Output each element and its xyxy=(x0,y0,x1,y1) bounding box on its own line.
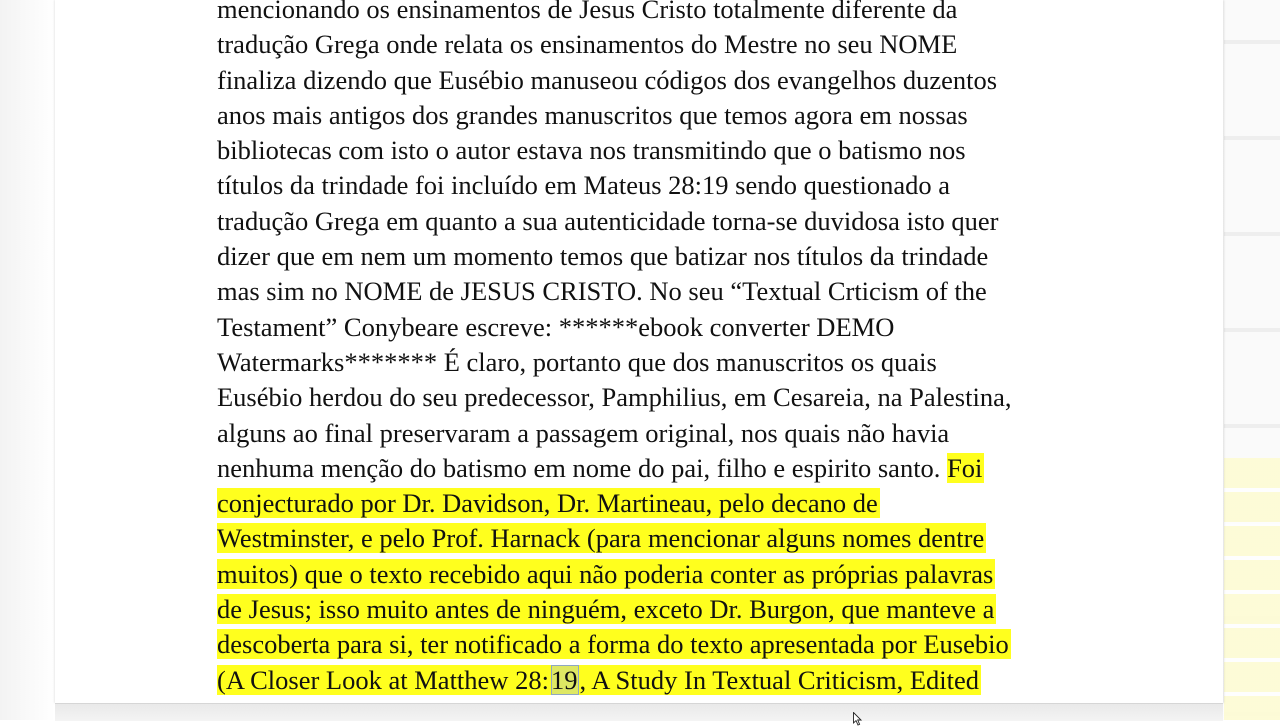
highlighted-text[interactable]: Foi xyxy=(947,452,983,483)
text-line[interactable]: finaliza dizendo que Eusébio manuseou códigos dos evangelhos duzentos xyxy=(217,64,998,95)
text-line-highlighted[interactable] xyxy=(217,486,1157,521)
selected-text[interactable]: 19 xyxy=(550,664,578,695)
text-line-highlighted[interactable] xyxy=(217,557,1157,592)
text-line-highlighted[interactable] xyxy=(217,663,1157,698)
highlighted-text[interactable]: de Jesus; isso muito antes de ninguém, exceto Dr. Burgon, que manteve a xyxy=(217,594,995,625)
document-text[interactable] xyxy=(217,0,1157,698)
text-line[interactable]: mas sim no NOME de JESUS CRISTO. No seu “Textual Crticism of the xyxy=(217,276,987,307)
highlighted-text[interactable]: muitos) que o texto recebido aqui não poderia conter as próprias palavras xyxy=(217,558,994,589)
text-line-highlighted[interactable] xyxy=(217,592,1157,627)
text-line[interactable]: alguns ao final preservaram a passagem original, nos quais não havia xyxy=(217,417,950,448)
text-line-highlighted[interactable] xyxy=(217,521,1157,556)
highlighted-text[interactable]: , A Study In Textual Criticism, Edited xyxy=(579,664,979,695)
gutter-highlight-strip xyxy=(1224,458,1280,720)
text-line[interactable]: tradução Grega onde relata os ensinamentos do Mestre no seu NOME xyxy=(217,29,958,60)
text-line[interactable]: anos mais antigos dos grandes manuscritos que temos agora em nossas xyxy=(217,99,968,130)
text-line[interactable]: mencionando os ensinamentos de Jesus Cristo totalmente diferente da xyxy=(217,0,958,24)
highlighted-text[interactable]: Westminster, e pelo Prof. Harnack (para mencionar alguns nomes dentre xyxy=(217,523,985,554)
highlighted-text[interactable]: conjecturado por Dr. Davidson, Dr. Martineau, pelo decano de xyxy=(217,488,878,519)
mouse-pointer-icon xyxy=(853,712,863,726)
text-line[interactable]: Watermarks******* É claro, portanto que dos manuscritos os quais xyxy=(217,346,937,377)
text-line[interactable]: nenhuma menção do batismo em nome do pai, filho e espirito santo. Foi xyxy=(217,452,983,483)
document-page[interactable] xyxy=(55,0,1223,703)
text-line[interactable]: bibliotecas com isto o autor estava nos transmitindo que o batismo nos xyxy=(217,135,966,166)
text-line[interactable]: Eusébio herdou do seu predecessor, Pamphilius, em Cesareia, na Palestina, xyxy=(217,382,1012,413)
text-line[interactable]: dizer que em nem um momento temos que batizar nos títulos da trindade xyxy=(217,241,989,272)
highlighted-text[interactable]: descoberta para si, ter notificado a forma do texto apresentada por Eusebio xyxy=(217,629,1009,660)
text-line-highlighted[interactable] xyxy=(217,627,1157,662)
horizontal-scrollbar[interactable] xyxy=(55,703,1223,721)
text-line[interactable]: títulos da trindade foi incluído em Mateus 28:19 sendo questionado a xyxy=(217,170,951,201)
text-line[interactable]: Testament” Conybeare escreve: ******ebook converter DEMO xyxy=(217,311,895,342)
text-line[interactable]: tradução Grega em quanto a sua autenticidade torna-se duvidosa isto quer xyxy=(217,205,999,236)
highlighted-text[interactable]: (A Closer Look at Matthew 28: xyxy=(217,664,549,695)
